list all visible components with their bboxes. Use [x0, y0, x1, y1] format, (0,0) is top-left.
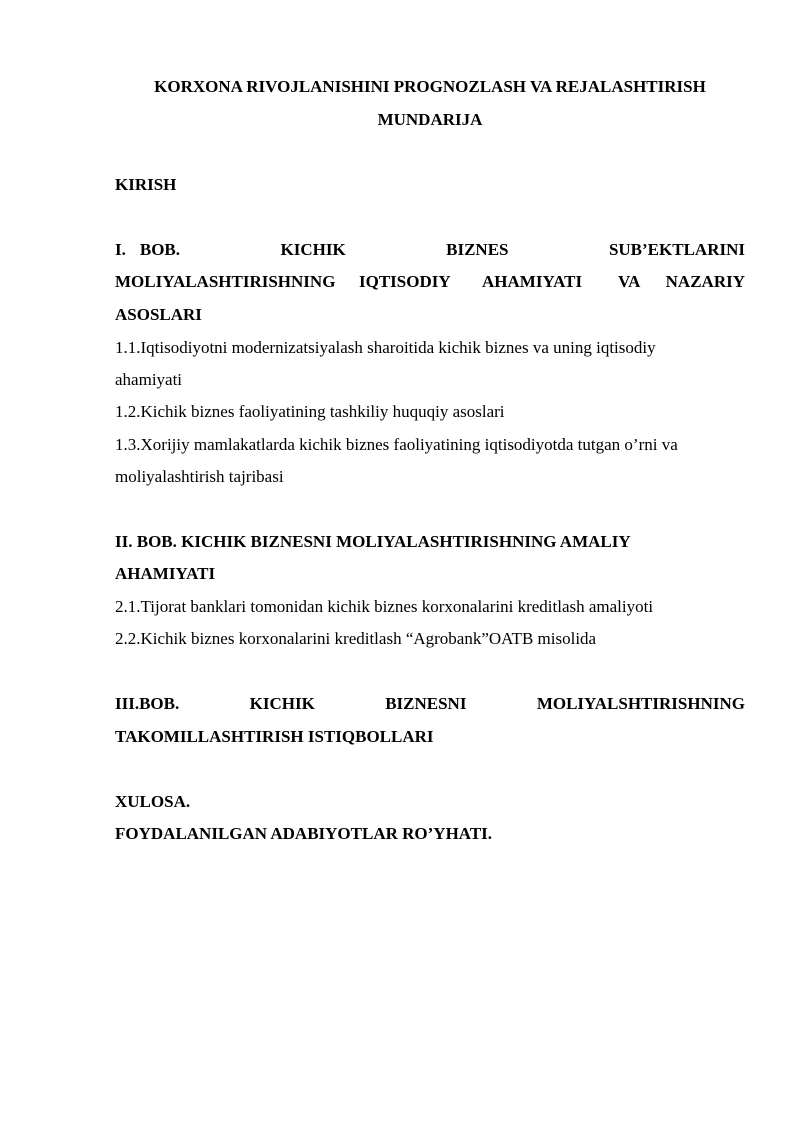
toc-item-1-3: 1.3.Xorijiy mamlakatlarda kichik biznes faoliyatining iqtisodiyotda tutgan o’rni va — [115, 435, 678, 454]
chapter1-word: KICHIK — [280, 240, 346, 259]
document-title: KORXONA RIVOJLANISHINI PROGNOZLASH VA REJALASHTIRISH — [154, 77, 706, 96]
chapter1-word: SUB’EKTLARINI — [608, 240, 745, 259]
toc-chapter2-line2: AHAMIYATI — [115, 564, 216, 583]
toc-chapter3-line2: TAKOMILLASHTIRISH ISTIQBOLLARI — [115, 727, 434, 746]
toc-item-2-2: 2.2.Kichik biznes korxonalarini kreditlash “Agrobank”OATB misolida — [115, 629, 597, 648]
toc-item-1-2: 1.2.Kichik biznes faoliyatining tashkiliy huquqiy asoslari — [115, 402, 505, 421]
toc-conclusion: XULOSA. — [115, 792, 191, 811]
chapter1-word: IQTISODIY — [359, 272, 451, 291]
toc-introduction: KIRISH — [115, 175, 177, 194]
chapter3-word: MOLIYALSHTIRISHNING — [536, 694, 745, 713]
chapter3-word: KICHIK — [249, 694, 315, 713]
contents-heading: MUNDARIJA — [377, 110, 483, 129]
toc-references: FOYDALANILGAN ADABIYOTLAR RO’YHATI. — [115, 824, 493, 843]
toc-item-1-3-cont: moliyalashtirish tajribasi — [115, 467, 284, 486]
chapter1-word: VA — [618, 272, 641, 291]
toc-chapter1-line1 — [115, 239, 745, 261]
chapter1-word: NAZARIY — [665, 272, 745, 291]
toc-item-1-1-cont: ahamiyati — [115, 370, 183, 389]
toc-chapter1-line2 — [115, 271, 745, 293]
chapter1-word: BIZNES — [446, 240, 509, 259]
chapter1-word: BOB. — [139, 240, 181, 259]
toc-chapter1-line3: ASOSLARI — [115, 305, 202, 324]
toc-chapter2-line1: II. BOB. KICHIK BIZNESNI MOLIYALASHTIRISHNING AMALIY — [115, 532, 631, 551]
chapter3-word: III.BOB. — [115, 694, 180, 713]
toc-chapter3-line1 — [115, 693, 745, 715]
chapter1-word: AHAMIYATI — [482, 272, 583, 291]
chapter1-word: I. — [115, 240, 126, 259]
toc-item-2-1: 2.1.Tijorat banklari tomonidan kichik biznes korxonalarini kreditlash amaliyoti — [115, 597, 654, 616]
toc-item-1-1: 1.1.Iqtisodiyotni modernizatsiyalash sharoitida kichik biznes va uning iqtisodiy — [115, 338, 656, 357]
chapter1-word: MOLIYALASHTIRISHNING — [115, 272, 336, 291]
chapter3-word: BIZNESNI — [385, 694, 467, 713]
